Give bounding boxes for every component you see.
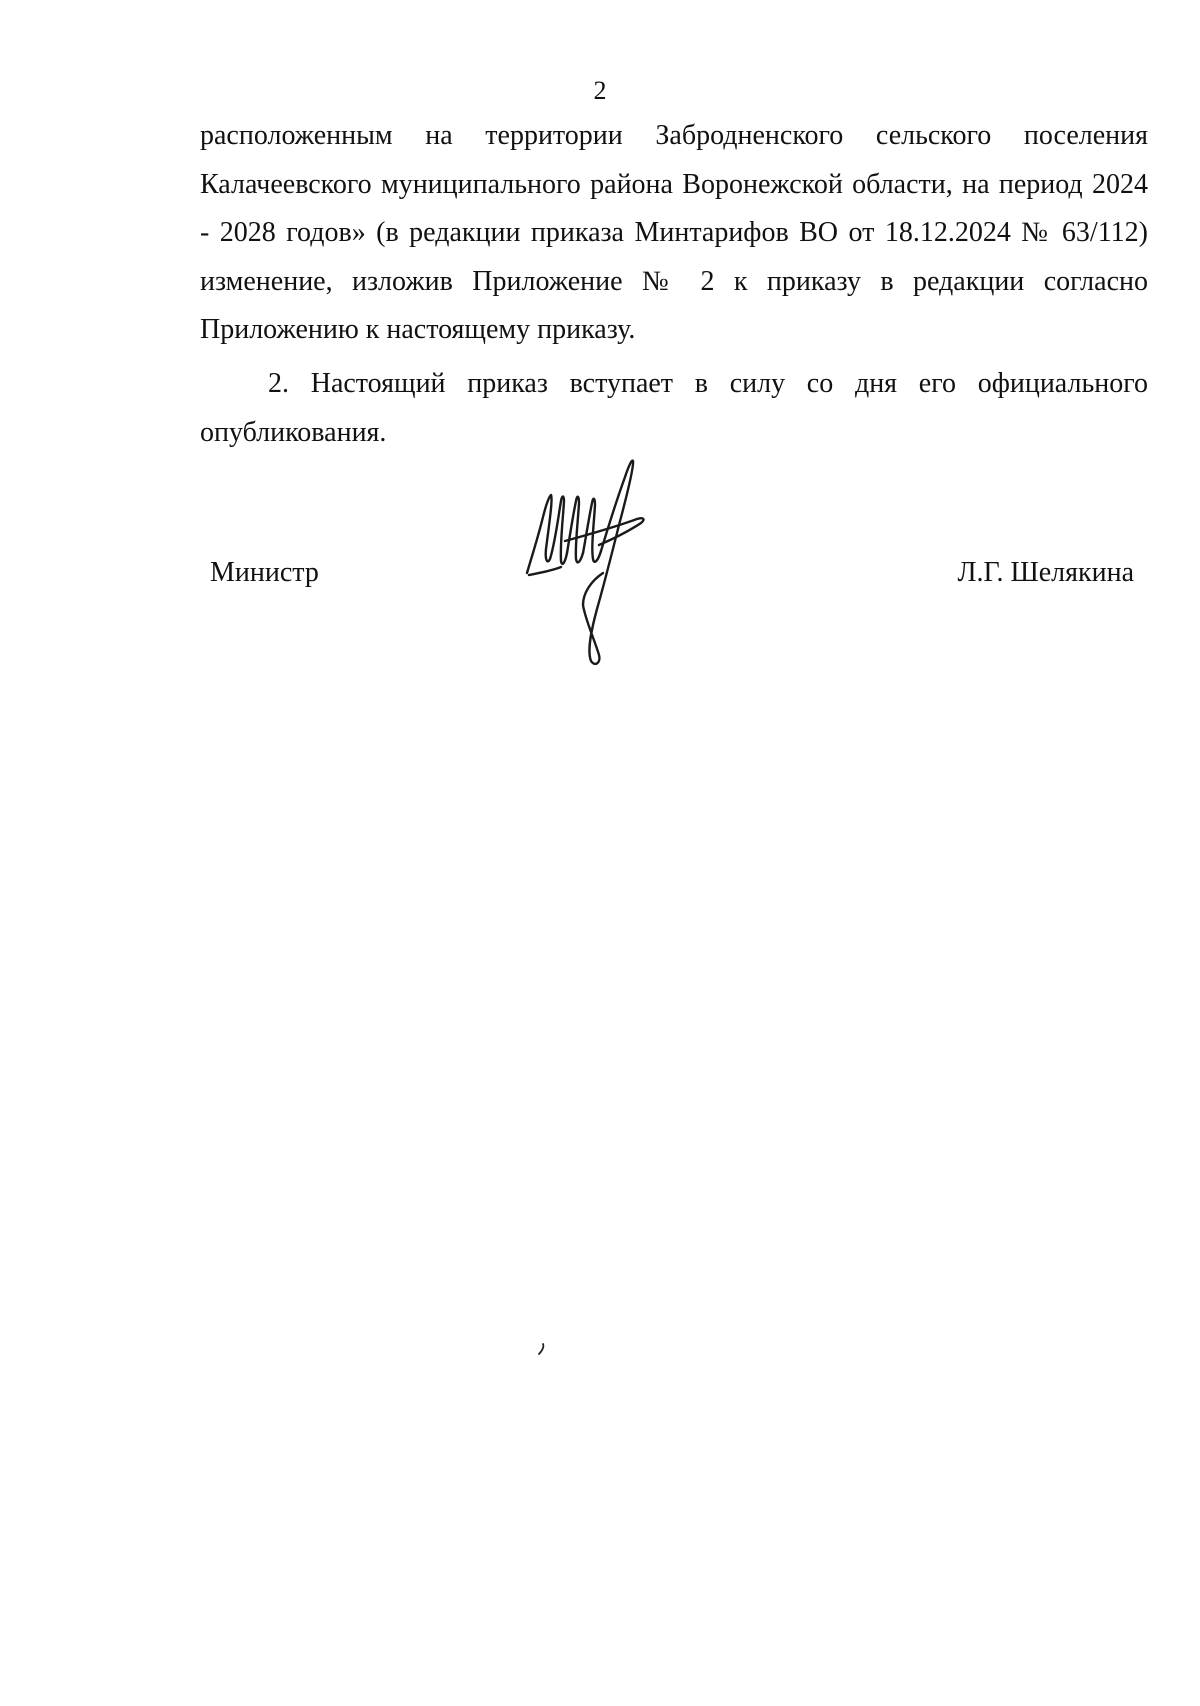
page-number: 2 <box>593 76 607 105</box>
text-line <box>200 360 1148 409</box>
paragraph-amendment <box>200 112 1148 355</box>
signatory-name: Л.Г. Шелякина <box>957 557 1134 588</box>
text-line: опубликования. <box>200 416 387 448</box>
text-line: Приложению к настоящему приказу. <box>200 314 636 345</box>
text-line-content: 2. Настоящий приказ вступает в силу со дня его официального <box>268 368 1148 399</box>
paragraph-effective-date <box>200 360 1148 457</box>
text-line: изменение, изложив Приложение № 2 к приказу в редакции согласно <box>200 265 1148 297</box>
text-line: расположенным на территории Забродненского сельского поселения <box>200 120 1148 151</box>
text-line: - 2028 годов» (в редакции приказа Минтарифов ВО от 18.12.2024 № 63/112) <box>200 217 1148 248</box>
signatory-title: Министр <box>210 557 319 588</box>
stray-mark <box>537 1343 547 1355</box>
text-line: Калачеевского муниципального района Воронежской области, на период 2024 <box>200 168 1148 200</box>
handwritten-signature <box>525 455 665 670</box>
